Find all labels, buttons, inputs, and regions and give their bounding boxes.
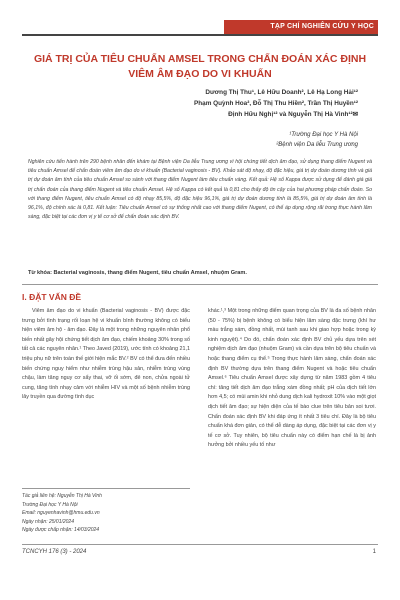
note-line: Email: nguyenhavinh@hmu.edu.vn	[22, 510, 100, 517]
divider	[22, 488, 190, 489]
author-line: Dương Thị Thu¹, Lê Hữu Doanh², Lê Hạ Long Hải¹²	[205, 89, 358, 96]
abstract-text: Nghiên cứu tiến hành trên 290 bệnh nhân đến khám tại Bệnh viện Da liễu Trung ương vì hội chứng tiết dịch âm đạo, sử dụng thang điểm Nugent và tiêu chuẩn Amsel để chẩn đoán viêm âm đạo do vi khuẩn (Bacterial vaginosis - BV). Khảo sát độ nhạy, độ đặc hiệu, giá trị dự đoán dương tính và giá trị dự đoán âm tính của tiêu chuẩn Amsel so sánh với thang điểm Nugent làm tiêu chuẩn vàng. Kết quả: Hệ số Kappa được sử dụng để đánh giá giá trị chẩn đoán của thang điểm Nugent và tiêu chuẩn Amsel. Hệ số Kappa có kết quả là 0,81 cho thấy độ tin cậy của hai phương pháp chẩn đoán. So với thang điểm Nugent, tiêu chuẩn Amsel có độ nhạy 85,5%, độ đặc hiệu 96,1%, giá trị dự đoán dương tính là 85,5%, giá trị dự đoán âm tính là 96,1%, độ chính xác là 0,81. Kết luận: Tiêu chuẩn Amsel có sự thống nhất cao với thang điểm Nugent, có thể áp dụng rộng rãi trong thực hành lâm sàng, đặc biệt tại các đơn vị y tế cơ sở để chẩn đoán xác định BV.	[28, 159, 372, 221]
body-column-left	[22, 307, 190, 485]
section-heading: I. ĐẶT VẤN ĐỀ	[22, 292, 82, 302]
note-line: Ngày được chấp nhận: 14/03/2024	[22, 527, 100, 534]
affiliation-list	[158, 130, 358, 150]
journal-header: TẠP CHÍ NGHIÊN CỨU Y HỌC	[224, 20, 378, 34]
body-column-right	[208, 307, 376, 537]
body-paragraph: Viêm âm đạo do vi khuẩn (Bacterial vaginosis - BV) được đặc trưng bởi tình trạng rối loạn hệ vi khuẩn bình thường không có biểu hiện viêm âm hộ - âm đạo. Đây là một trong những nguyên nhân phổ biến nhất gây hội chứng tiết dịch âm đạo, chiếm khoảng 30% trong số tất cả các nguyên nhân.¹ Theo Javed (2019), ước tính có khoảng 21,1 triệu phụ nữ trên toàn thế giới hiện mắc BV.² BV có thể đưa đến nhiều biến chứng nguy hiểm như nhiễm trùng hậu sản, nhiễm trùng vùng chậu, làm tăng nguy cơ sẩy thai, vỡ ối sớm, đẻ non, chửa ngoài tử cung, tăng tính nhạy cảm với nhiễm HIV và một số bệnh nhiễm trùng lây truyền qua đường tình dục	[22, 308, 190, 401]
note-line: Trường Đại học Y Hà Nội	[22, 501, 78, 508]
author-list	[158, 87, 358, 120]
divider	[22, 284, 378, 285]
author-line: Định Hữu Nghị¹² và Nguyễn Thị Hà Vinh¹²✉	[228, 111, 358, 118]
divider	[22, 544, 378, 545]
body-paragraph: khác.¹,³ Một trong những điểm quan trọng của BV là đa số bệnh nhân (50 - 75%) bị bệnh không có biểu hiện lâm sàng đặc trưng (khí hư màu trắng xám, đồng nhất, mùi tanh sau khi giao hợp hoặc trong kỳ kinh nguyệt).⁴ Do đó, chẩn đoán xác định BV chủ yếu dựa trên xét nghiệm dịch âm đạo (nhuộm Gram) và cần dựa trên bộ tiêu chuẩn và hoặc thang điểm cụ thể.⁵ Trong thực hành lâm sàng, chẩn đoán xác định BV thường dựa trên thang điểm Nugent và hoặc tiêu chuẩn Amsel.⁶ Tiêu chuẩn Amsel được xây dựng từ năm 1983 gồm 4 tiêu chí: tăng tiết dịch âm đạo trắng xám đồng nhất; pH của dịch tiết lớn hơn 4,5; có mùi amin khi nhỏ dung dịch kali hydroxit 10% vào một giọt dịch tiết âm đạo; sự hiện diện của tế bào clue trên tiêu bản soi tươi. Chẩn đoán xác định BV khi đáp ứng ít nhất 3 tiêu chí. Đây là bộ tiêu chuẩn khá đơn giản, có thể dễ dàng áp dụng, đặc biệt tại các đơn vị y tế cơ sở. Tuy nhiên, bộ tiêu chuẩn này có điểm hạn chế là bị ảnh hưởng bởi nhiều yếu tố như	[208, 308, 376, 449]
affiliation-line: ¹Trường Đại học Y Hà Nội	[289, 132, 358, 138]
author-line: Phạm Quỳnh Hoa², Đỗ Thị Thu Hiền², Trần Thị Huyền¹²	[193, 100, 358, 107]
note-line: Ngày nhận: 25/01/2024	[22, 518, 74, 525]
keywords: Từ khóa: Bacterial vaginosis, thang điểm Nugent, tiêu chuẩn Amsel, nhuộm Gram.	[28, 270, 247, 276]
affiliation-line: ²Bệnh viện Da liễu Trung ương	[276, 142, 358, 148]
author-notes	[22, 492, 190, 535]
page-number: 1	[372, 549, 376, 555]
note-line: Tác giả liên hệ: Nguyễn Thị Hà Vinh	[22, 493, 102, 499]
footer-journal: TCNCYH 176 (3) - 2024	[22, 549, 87, 555]
page-title: GIÁ TRỊ CỦA TIÊU CHUẨN AMSEL TRONG CHẨN ĐOÁN XÁC ĐỊNH VIÊM ÂM ĐẠO DO VI KHUẨN	[33, 53, 367, 80]
header-rule	[22, 34, 378, 36]
